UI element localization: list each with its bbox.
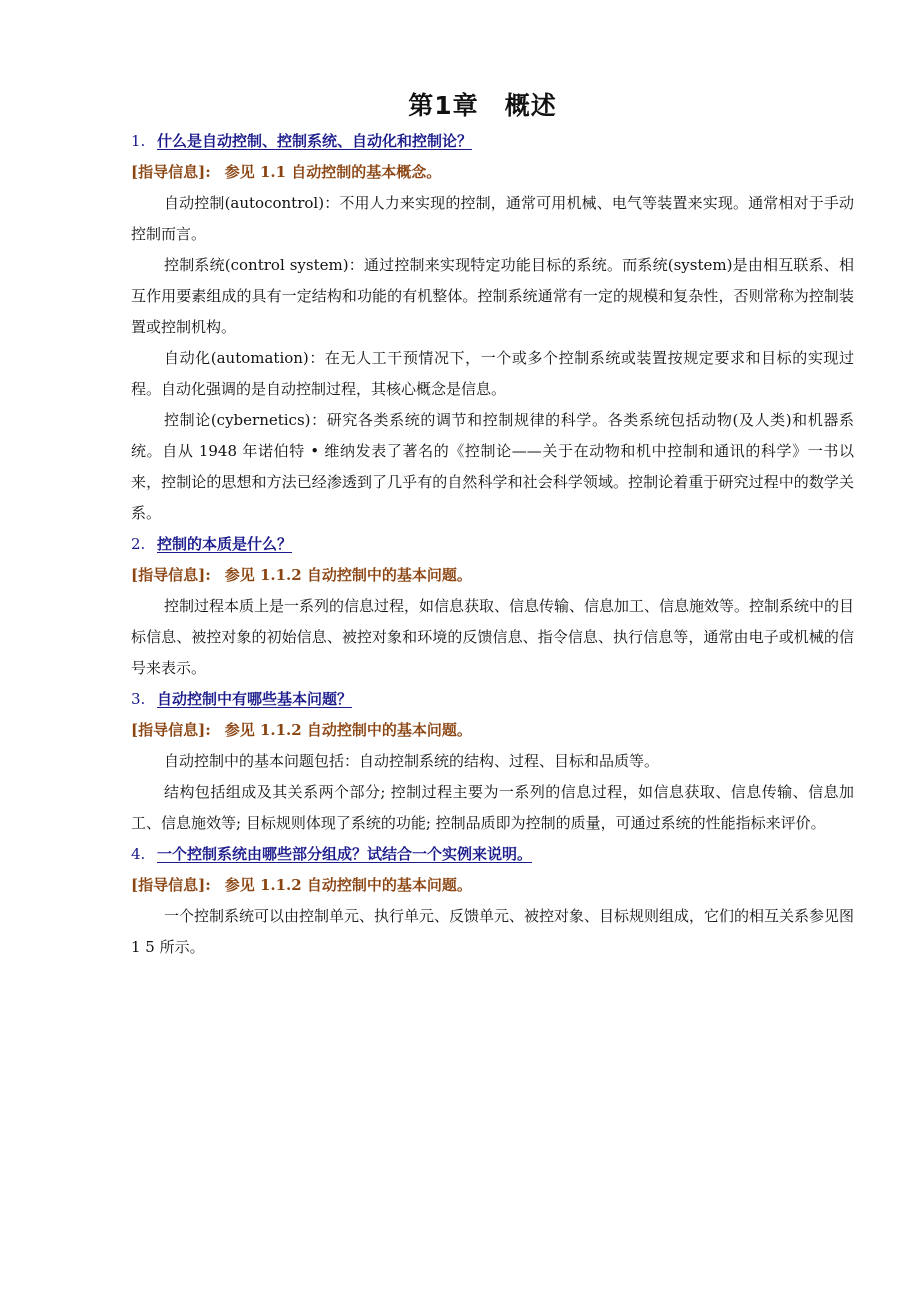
section-1 [131, 126, 854, 529]
question-text: 控制的本质是什么？ [157, 535, 293, 553]
guide-info-4 [131, 870, 854, 901]
guide-info-3 [131, 715, 854, 746]
question-text: 自动控制中有哪些基本问题？ [157, 690, 353, 708]
guide-text: 参见 1.1.2 自动控制中的基本问题。 [224, 566, 472, 584]
paragraph: 控制论(cybernetics)：研究各类系统的调节和控制规律的科学。各类系统包括动物(及人类)和机器系统。自从 1948 年诺伯特 • 维纳发表了著名的《控制论——关于在动物和机中控制和通讯的科学》一书以来，控制论的思想和方法已经渗透到了几乎有的自然科学和社会科学领域。控制论着重于研究过程中的数学关系。 [131, 411, 854, 522]
guide-text: 参见 1.1.2 自动控制中的基本问题。 [224, 876, 472, 894]
guide-text: 参见 1.1 自动控制的基本概念。 [224, 163, 442, 181]
guide-text: 参见 1.1.2 自动控制中的基本问题。 [224, 721, 472, 739]
question-number: 3. [131, 690, 146, 708]
section-2 [131, 529, 854, 684]
question-number: 2. [131, 535, 146, 553]
question-2 [131, 529, 854, 560]
guide-info-2 [131, 560, 854, 591]
question-text: 什么是自动控制、控制系统、自动化和控制论？ [157, 132, 473, 150]
paragraph: 自动控制中的基本问题包括：自动控制系统的结构、过程、目标和品质等。 [164, 752, 660, 770]
guide-info-1 [131, 157, 854, 188]
chapter-subtitle: 概述 [504, 91, 557, 120]
section-3 [131, 684, 854, 839]
paragraph: 自动化(automation)：在无人工干预情况下，一个或多个控制系统或装置按规定要求和目标的实现过程。自动化强调的是自动控制过程，其核心概念是信息。 [131, 349, 854, 398]
paragraph: 一个控制系统可以由控制单元、执行单元、反馈单元、被控对象、目标规则组成，它们的相互关系参见图 1 5 所示。 [131, 907, 855, 956]
question-number: 1. [131, 132, 146, 150]
guide-label: [指导信息]: [131, 721, 211, 739]
guide-label: [指导信息]: [131, 163, 211, 181]
question-number: 4. [131, 845, 146, 863]
question-4 [131, 839, 854, 870]
chapter-title [111, 86, 854, 126]
guide-label: [指导信息]: [131, 566, 211, 584]
question-1 [131, 126, 854, 157]
paragraph: 控制过程本质上是一系列的信息过程，如信息获取、信息传输、信息加工、信息施效等。控制系统中的目标信息、被控对象的初始信息、被控对象和环境的反馈信息、指令信息、执行信息等，通常由电子或机械的信号来表示。 [131, 597, 855, 677]
paragraph: 自动控制(autocontrol)：不用人力来实现的控制，通常可用机械、电气等装置来实现。通常相对于手动控制而言。 [131, 194, 854, 243]
section-4 [131, 839, 854, 963]
question-text: 一个控制系统由哪些部分组成？试结合一个实例来说明。 [157, 845, 533, 863]
guide-label: [指导信息]: [131, 876, 211, 894]
paragraph: 控制系统(control system)：通过控制来实现特定功能目标的系统。而系统(system)是由相互联系、相互作用要素组成的具有一定结构和功能的有机整体。控制系统通常有一定的规模和复杂性，否则常称为控制装置或控制机构。 [131, 256, 854, 336]
paragraph: 结构包括组成及其关系两个部分; 控制过程主要为一系列的信息过程，如信息获取、信息传输、信息加工、信息施效等; 目标规则体现了系统的功能; 控制品质即为控制的质量，可通过系统的性能指标来评价。 [131, 783, 854, 832]
chapter-number: 第1章 [408, 91, 479, 120]
question-3 [131, 684, 854, 715]
